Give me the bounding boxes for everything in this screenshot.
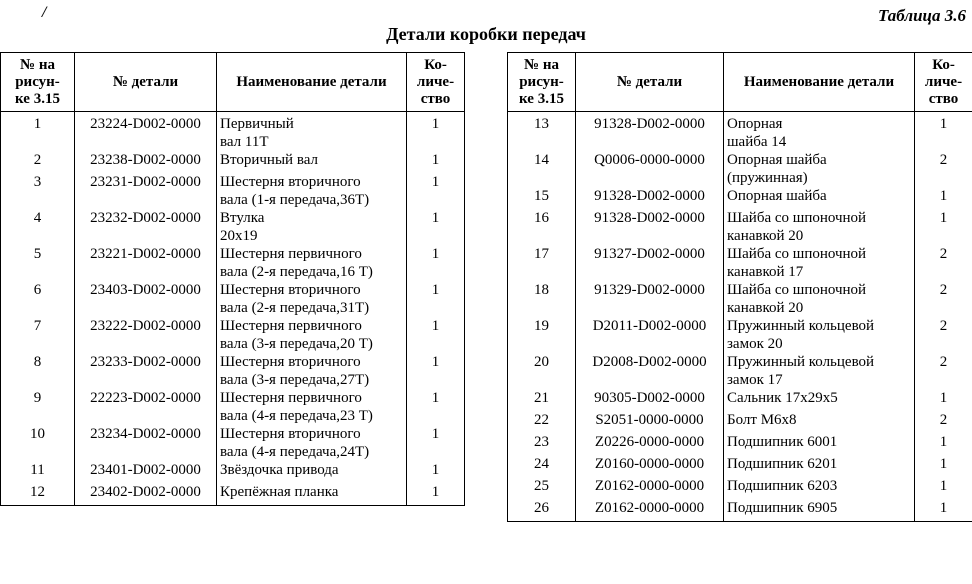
cell-code: D2008-D002-0000 (576, 353, 724, 389)
cell-code: Q0006-0000-0000 (576, 151, 724, 187)
col-header-qty: Ко- личе- ство (915, 53, 972, 112)
cell-fig: 17 (508, 245, 576, 281)
cell-fig: 21 (508, 389, 576, 411)
col-header-name: Наименование детали (724, 53, 915, 112)
cell-qty: 1 (407, 173, 465, 209)
cell-name: Пружинный кольцевой замок 17 (724, 353, 915, 389)
cell-fig: 19 (508, 317, 576, 353)
cell-code: 23224-D002-0000 (75, 112, 217, 152)
cell-qty: 1 (915, 209, 972, 245)
cell-name: Шайба со шпоночной канавкой 17 (724, 245, 915, 281)
cell-fig: 6 (1, 281, 75, 317)
cell-fig: 16 (508, 209, 576, 245)
cell-fig: 20 (508, 353, 576, 389)
cell-code: 91328-D002-0000 (576, 209, 724, 245)
cell-code: 23233-D002-0000 (75, 353, 217, 389)
cell-qty: 1 (407, 112, 465, 152)
parts-table-left (0, 52, 465, 506)
cell-qty: 2 (915, 151, 972, 187)
table-row (1, 209, 465, 245)
cell-code: 91328-D002-0000 (576, 187, 724, 209)
table-row (1, 425, 465, 461)
cell-qty: 1 (407, 245, 465, 281)
cell-fig: 23 (508, 433, 576, 455)
cell-code: 23403-D002-0000 (75, 281, 217, 317)
cell-fig: 26 (508, 499, 576, 522)
table-row (508, 353, 972, 389)
table-row (1, 317, 465, 353)
cell-qty: 2 (915, 281, 972, 317)
cell-name: Шайба со шпоночной канавкой 20 (724, 281, 915, 317)
table-row (1, 389, 465, 425)
cell-qty: 2 (915, 317, 972, 353)
cell-code: S2051-0000-0000 (576, 411, 724, 433)
cell-qty: 1 (407, 461, 465, 483)
cell-code: Z0226-0000-0000 (576, 433, 724, 455)
cell-name: Шестерня первичного вала (4-я передача,23 Т) (217, 389, 407, 425)
table-row (1, 245, 465, 281)
col-header-qty: Ко- личе- ство (407, 53, 465, 112)
cell-name: Шестерня вторичного вала (3-я передача,27Т) (217, 353, 407, 389)
cell-code: 23231-D002-0000 (75, 173, 217, 209)
cell-fig: 14 (508, 151, 576, 187)
cell-qty: 1 (407, 425, 465, 461)
table-row (508, 187, 972, 209)
cell-qty: 1 (407, 317, 465, 353)
cell-code: 91328-D002-0000 (576, 112, 724, 152)
table-row (508, 499, 972, 522)
cell-fig: 8 (1, 353, 75, 389)
cell-name: Шайба со шпоночной канавкой 20 (724, 209, 915, 245)
table-row (508, 455, 972, 477)
cell-name: Подшипник 6905 (724, 499, 915, 522)
cell-code: 23238-D002-0000 (75, 151, 217, 173)
cell-name: Болт М6х8 (724, 411, 915, 433)
table-row (1, 112, 465, 152)
cell-qty: 1 (915, 499, 972, 522)
cell-qty: 2 (915, 411, 972, 433)
table-row (508, 281, 972, 317)
cell-name: Шестерня вторичного вала (2-я передача,31Т) (217, 281, 407, 317)
cell-qty: 1 (915, 187, 972, 209)
cell-qty: 1 (407, 483, 465, 506)
cell-qty: 1 (915, 455, 972, 477)
cell-code: 91329-D002-0000 (576, 281, 724, 317)
table-row (1, 173, 465, 209)
cell-qty: 1 (407, 389, 465, 425)
cell-qty: 1 (915, 112, 972, 152)
cell-name: Опорная шайба (пружинная) (724, 151, 915, 187)
table-row (508, 151, 972, 187)
cell-code: 23402-D002-0000 (75, 483, 217, 506)
table-row (1, 461, 465, 483)
cell-code: Z0162-0000-0000 (576, 477, 724, 499)
cell-code: D2011-D002-0000 (576, 317, 724, 353)
cell-code: 23401-D002-0000 (75, 461, 217, 483)
cell-qty: 2 (915, 353, 972, 389)
cell-name: Шестерня первичного вала (2-я передача,16 Т) (217, 245, 407, 281)
table-caption: Таблица 3.6 (878, 6, 966, 25)
cell-fig: 18 (508, 281, 576, 317)
cell-qty: 1 (407, 151, 465, 173)
cell-qty: 1 (915, 389, 972, 411)
cell-fig: 2 (1, 151, 75, 173)
table-header-row (1, 53, 465, 112)
cell-fig: 24 (508, 455, 576, 477)
cell-qty: 2 (915, 245, 972, 281)
pen-mark: / (42, 4, 47, 21)
cell-code: 23232-D002-0000 (75, 209, 217, 245)
cell-name: Звёздочка привода (217, 461, 407, 483)
cell-fig: 9 (1, 389, 75, 425)
cell-name: Вторичный вал (217, 151, 407, 173)
table-row (508, 477, 972, 499)
cell-name: Втулка 20х19 (217, 209, 407, 245)
table-row (508, 209, 972, 245)
cell-code: 23221-D002-0000 (75, 245, 217, 281)
col-header-fig: № на рисун- ке 3.15 (508, 53, 576, 112)
col-header-fig: № на рисун- ке 3.15 (1, 53, 75, 112)
table-row (1, 353, 465, 389)
cell-name: Подшипник 6203 (724, 477, 915, 499)
cell-fig: 1 (1, 112, 75, 152)
cell-code: Z0162-0000-0000 (576, 499, 724, 522)
table-row (508, 411, 972, 433)
col-header-code: № детали (576, 53, 724, 112)
cell-name: Шестерня первичного вала (3-я передача,20 Т) (217, 317, 407, 353)
table-row (1, 281, 465, 317)
cell-fig: 11 (1, 461, 75, 483)
cell-fig: 4 (1, 209, 75, 245)
cell-qty: 1 (915, 433, 972, 455)
table-header-row (508, 53, 972, 112)
cell-name: Опорная шайба 14 (724, 112, 915, 152)
cell-fig: 25 (508, 477, 576, 499)
cell-name: Подшипник 6201 (724, 455, 915, 477)
cell-name: Шестерня вторичного вала (4-я передача,24Т) (217, 425, 407, 461)
cell-fig: 22 (508, 411, 576, 433)
cell-fig: 3 (1, 173, 75, 209)
cell-qty: 1 (407, 209, 465, 245)
parts-table-right (507, 52, 972, 522)
cell-name: Шестерня вторичного вала (1-я передача,36Т) (217, 173, 407, 209)
cell-fig: 13 (508, 112, 576, 152)
cell-code: 91327-D002-0000 (576, 245, 724, 281)
table-row (508, 433, 972, 455)
cell-qty: 1 (407, 281, 465, 317)
cell-code: 90305-D002-0000 (576, 389, 724, 411)
table-row (508, 317, 972, 353)
cell-code: 23234-D002-0000 (75, 425, 217, 461)
page-title: Детали коробки передач (386, 24, 586, 44)
cell-name: Сальник 17х29х5 (724, 389, 915, 411)
cell-name: Пружинный кольцевой замок 20 (724, 317, 915, 353)
table-row (508, 245, 972, 281)
cell-qty: 1 (407, 353, 465, 389)
cell-name: Подшипник 6001 (724, 433, 915, 455)
table-row (1, 483, 465, 506)
table-row (508, 112, 972, 152)
table-row (1, 151, 465, 173)
cell-name: Первичный вал 11Т (217, 112, 407, 152)
cell-fig: 7 (1, 317, 75, 353)
cell-fig: 12 (1, 483, 75, 506)
cell-fig: 10 (1, 425, 75, 461)
cell-qty: 1 (915, 477, 972, 499)
cell-name: Опорная шайба (724, 187, 915, 209)
cell-code: 22223-D002-0000 (75, 389, 217, 425)
cell-fig: 5 (1, 245, 75, 281)
cell-code: Z0160-0000-0000 (576, 455, 724, 477)
cell-code: 23222-D002-0000 (75, 317, 217, 353)
col-header-name: Наименование детали (217, 53, 407, 112)
cell-name: Крепёжная планка (217, 483, 407, 506)
col-header-code: № детали (75, 53, 217, 112)
cell-fig: 15 (508, 187, 576, 209)
table-row (508, 389, 972, 411)
